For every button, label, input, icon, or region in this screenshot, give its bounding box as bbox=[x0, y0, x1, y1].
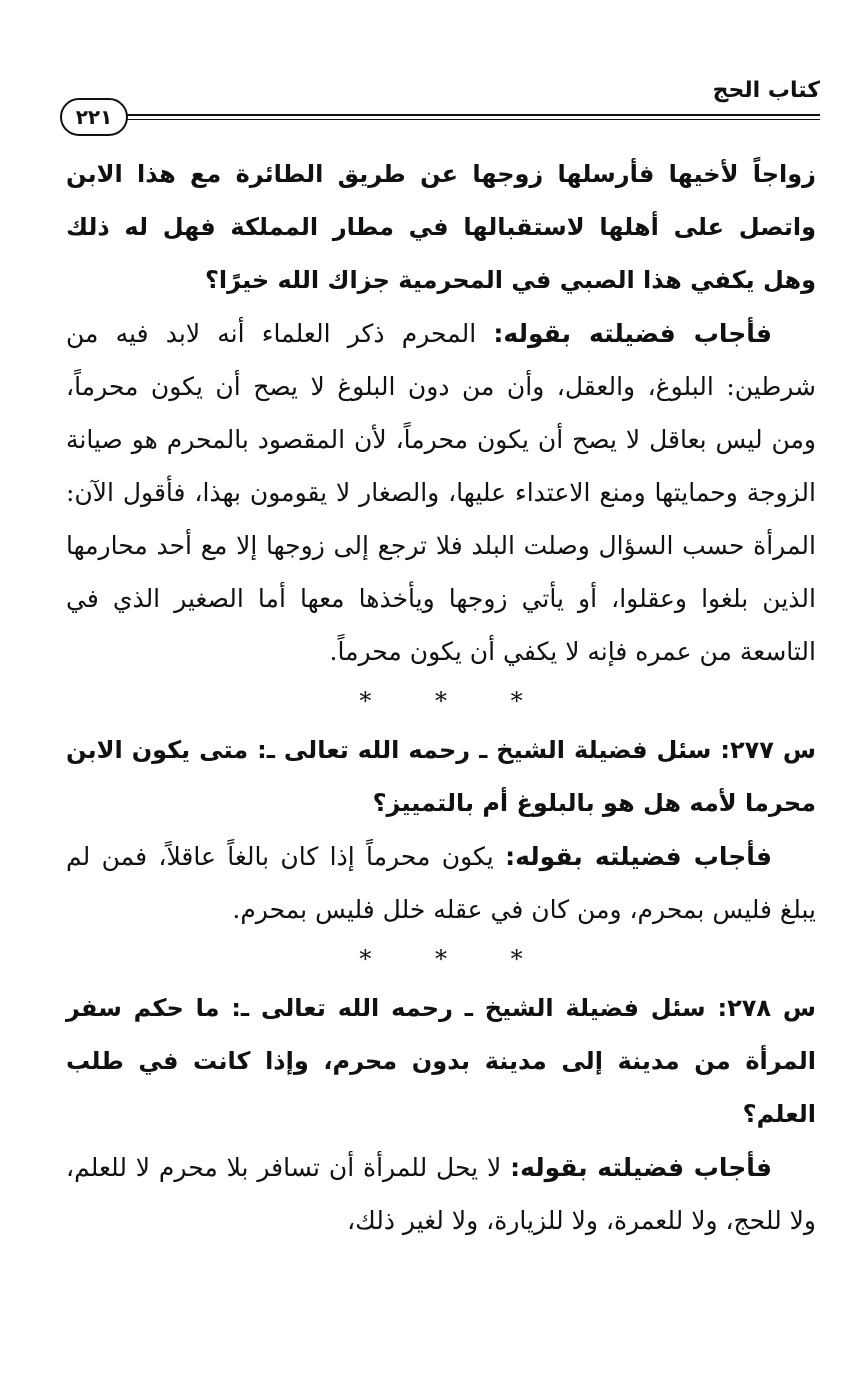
page-body bbox=[66, 148, 816, 1247]
answer-text: لا يحل للمرأة أن تسافر بلا محرم لا للعلم، ولا للحج، ولا للعمرة، ولا للزيارة، ولا لغير ذلك، bbox=[66, 1153, 816, 1235]
answer-lead: فأجاب فضيلته بقوله: bbox=[510, 1153, 772, 1182]
section-separator: * * * bbox=[359, 687, 551, 715]
question-277: س ٢٧٧: سئل فضيلة الشيخ ـ رحمه الله تعالى ـ: متى يكون الابن محرما لأمه هل هو بالبلوغ أم بالتمييز؟ bbox=[66, 736, 816, 817]
answer-paragraph bbox=[66, 307, 816, 678]
section-separator: * * * bbox=[359, 945, 551, 973]
answer-lead: فأجاب فضيلته بقوله: bbox=[493, 319, 772, 348]
question-continuation: زواجاً لأخيها فأرسلها زوجها عن طريق الطائرة مع هذا الابن واتصل على أهلها لاستقبالها في مطار المملكة فهل له ذلك وهل يكفي هذا الصبي في المحرمية جزاك الله خيرًا؟ bbox=[66, 160, 816, 294]
page-header bbox=[60, 78, 820, 138]
answer-paragraph bbox=[66, 1141, 816, 1247]
answer-lead: فأجاب فضيلته بقوله: bbox=[505, 842, 772, 871]
answer-paragraph bbox=[66, 830, 816, 936]
page-number: ٢٢١ bbox=[60, 98, 128, 136]
question-278: س ٢٧٨: سئل فضيلة الشيخ ـ رحمه الله تعالى ـ: ما حكم سفر المرأة من مدينة إلى مدينة بدون محرم، وإذا كانت في طلب العلم؟ bbox=[66, 994, 816, 1128]
answer-text: يكون محرماً إذا كان بالغاً عاقلاً، فمن لم يبلغ فليس بمحرم، ومن كان في عقله خلل فليس بمحرم. bbox=[66, 842, 816, 924]
header-rule bbox=[116, 114, 820, 120]
running-title: كتاب الحج bbox=[712, 78, 820, 103]
answer-text: المحرم ذكر العلماء أنه لابد فيه من شرطين: البلوغ، والعقل، وأن من دون البلوغ لا يصح أن يكون محرماً، ومن ليس بعاقل لا يصح أن يكون محرماً، لأن المقصود بالمحرم هو صيانة الزوجة وحمايتها ومنع الاعتداء عليها، والصغار لا يقومون بهذا، فأقول الآن: المرأة حسب السؤال وصلت البلد فلا ترجع إلى زوجها إلا مع أحد محارمها الذين بلغوا وعقلوا، أو يأتي زوجها ويأخذها معها أما الصغير الذي في التاسعة من عمره فإنه لا يكفي أن يكون محرماً. bbox=[66, 319, 816, 666]
